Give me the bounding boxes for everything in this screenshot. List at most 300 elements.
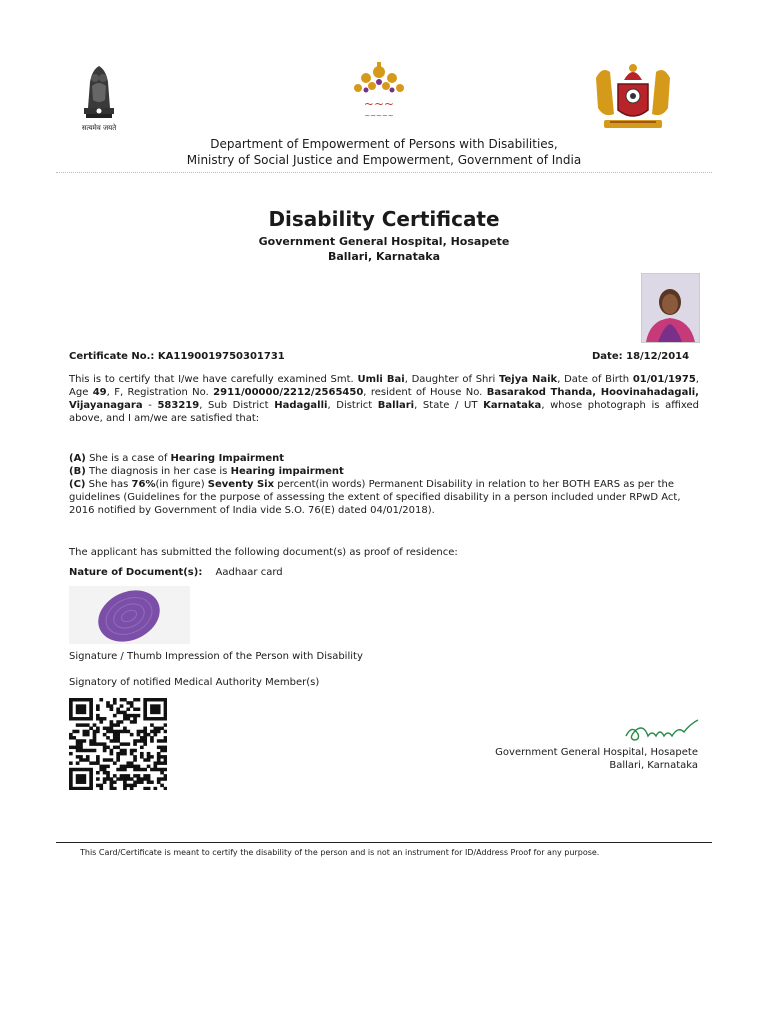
disability-percent: 76% [131,479,156,490]
qr-module [96,742,100,745]
qr-module [143,711,147,714]
qr-module [126,774,130,777]
qr-module [143,708,147,711]
sugamya-logo [344,58,414,122]
qr-module [103,777,107,780]
certificate-date-label: Date: [592,351,623,362]
qr-module [113,736,117,739]
qr-module [72,787,76,790]
qr-module [103,746,107,749]
para-text: , F, Registration No. [106,387,214,398]
qr-module [164,758,167,761]
qr-module [150,780,154,783]
qr-code [69,698,167,790]
qr-module [120,704,124,707]
qr-module [137,733,141,736]
qr-module [123,774,127,777]
qr-module [93,742,97,745]
qr-module [106,771,110,774]
qr-module [79,711,83,714]
qr-module [113,730,117,733]
qr-module [140,736,144,739]
qr-module [79,777,83,780]
qr-module [164,746,167,749]
qr-module [96,730,100,733]
qr-module [143,777,147,780]
qr-module [147,774,151,777]
qr-module [113,698,117,701]
qr-module [157,711,161,714]
certificate-number-label: Certificate No.: [69,351,155,362]
qr-module [116,755,120,758]
qr-module [133,780,137,783]
qr-module [113,701,117,704]
para-text: , Sub District [199,400,275,411]
qr-module [106,758,110,761]
qr-module [110,704,114,707]
qr-module [116,708,120,711]
qr-module [133,768,137,771]
qr-module [160,761,164,764]
qr-module [96,704,100,707]
qr-module [113,733,117,736]
qr-module [123,742,127,745]
qr-module [106,746,110,749]
finding-c-label: (C) [69,479,86,490]
qr-module [133,755,137,758]
svg-text:~~~~~: ~~~~~ [364,112,394,120]
qr-module [69,746,73,749]
qr-module [120,749,124,752]
qr-module [110,777,114,780]
qr-module [137,768,141,771]
qr-module [140,730,144,733]
qr-module [89,774,93,777]
qr-module [72,730,76,733]
qr-module [69,784,73,787]
qr-module [96,758,100,761]
qr-module [160,746,164,749]
qr-module [130,733,134,736]
qr-module [150,736,154,739]
proof-label: Nature of Document(s): [69,567,203,578]
qr-module [103,780,107,783]
qr-module [86,768,90,771]
qr-module [150,704,154,707]
qr-module [69,752,73,755]
footer-note: This Card/Certificate is meant to certify the disability of the person and is not an instrument for ID/Address Proof for any purpose. [80,848,600,857]
qr-module [133,742,137,745]
qr-module [96,717,100,720]
qr-module [126,730,130,733]
qr-module [130,777,134,780]
qr-module [150,755,154,758]
qr-module [113,780,117,783]
qr-module [123,787,127,790]
qr-module [110,752,114,755]
qr-module [76,774,80,777]
qr-module [164,761,167,764]
header-divider [56,172,712,173]
qr-module [123,749,127,752]
qr-module [110,784,114,787]
qr-module [110,787,114,790]
qr-module [103,717,107,720]
qr-module [89,704,93,707]
qr-module [116,758,120,761]
qr-module [116,711,120,714]
hospital-line-1: Government General Hospital, Hosapete [258,235,510,248]
qr-module [153,768,157,771]
qr-module [126,761,130,764]
qr-module [164,723,167,726]
qr-module [133,758,137,761]
qr-module [89,739,93,742]
qr-module [137,730,141,733]
qr-module [86,733,90,736]
qr-module [89,701,93,704]
qr-module [86,698,90,701]
qr-module [147,733,151,736]
qr-module [153,733,157,736]
qr-module [93,736,97,739]
qr-module [160,777,164,780]
qr-module [120,720,124,723]
qr-module [99,717,103,720]
qr-module [72,746,76,749]
qr-module [69,774,73,777]
qr-module [123,768,127,771]
qr-module [116,768,120,771]
date-of-birth: 01/01/1975 [632,374,696,385]
certificate-number-value: KA1190019750301731 [157,351,285,362]
qr-module [164,774,167,777]
qr-module [133,698,137,701]
qr-module [123,717,127,720]
qr-module [153,730,157,733]
svg-text:~~~: ~~~ [363,97,395,111]
qr-module [157,777,161,780]
finding-a-label: (A) [69,453,86,464]
disability-percent-words: Seventy Six [207,479,275,490]
qr-module [150,711,154,714]
qr-module [89,784,93,787]
qr-module [133,717,137,720]
qr-module [93,749,97,752]
qr-module [137,739,141,742]
qr-module [160,768,164,771]
karnataka-emblem [590,58,676,132]
department-line-1: Department of Empowerment of Persons with Disabilities, [210,137,558,151]
qr-module [86,755,90,758]
finding-a-text: She is a case of [85,453,171,464]
qr-module [157,768,161,771]
age: 49 [92,387,107,398]
qr-module [164,739,167,742]
qr-module [143,698,147,701]
qr-module [79,755,83,758]
qr-module [110,727,114,730]
qr-module [164,755,167,758]
qr-module [130,714,134,717]
para-text: , Date of Birth [557,374,633,385]
qr-module [76,711,80,714]
qr-module [133,739,137,742]
thumb-caption: Signature / Thumb Impression of the Person with Disability [69,651,363,662]
proof-document [69,566,283,579]
qr-module [116,739,120,742]
qr-module [153,787,157,790]
qr-module [89,742,93,745]
qr-module [164,787,167,790]
para-text: , State / UT [414,400,484,411]
qr-module [110,720,114,723]
qr-module [143,739,147,742]
qr-module [79,780,83,783]
para-text: , resident of House No. [363,387,487,398]
qr-module [120,742,124,745]
finding-c-text: (in figure) [155,479,208,490]
qr-module [113,714,117,717]
qr-module [89,777,93,780]
qr-module [160,771,164,774]
qr-module [133,749,137,752]
qr-module [103,727,107,730]
qr-module [157,704,161,707]
finding-b-label: (B) [69,466,86,477]
qr-module [157,746,161,749]
qr-module [93,733,97,736]
finding-a [69,452,699,465]
qr-module [123,780,127,783]
qr-module [133,714,137,717]
qr-module [103,771,107,774]
qr-module [69,714,73,717]
qr-module [143,758,147,761]
qr-module [123,777,127,780]
qr-module [123,711,127,714]
qr-module [76,717,80,720]
qr-module [164,708,167,711]
qr-module [123,730,127,733]
qr-module [160,784,164,787]
qr-module [69,787,73,790]
qr-module [140,755,144,758]
qr-module [86,758,90,761]
qr-module [150,739,154,742]
qr-module [72,736,76,739]
qr-module [130,761,134,764]
qr-module [126,701,130,704]
qr-module [110,708,114,711]
qr-module [103,749,107,752]
page-title: Disability Certificate [268,207,500,231]
qr-module [126,765,130,768]
para-text: This is to certify that I/we have carefully examined Smt. [69,374,358,385]
qr-module [164,777,167,780]
pin-code: 583219 [157,400,200,411]
qr-module [133,784,137,787]
qr-module [164,736,167,739]
qr-module [164,704,167,707]
qr-module [76,704,80,707]
qr-module [143,727,147,730]
qr-module [116,752,120,755]
qr-module [69,711,73,714]
qr-module [120,768,124,771]
qr-module [143,717,147,720]
qr-module [89,787,93,790]
qr-module [113,739,117,742]
qr-module [72,717,76,720]
qr-module [126,784,130,787]
qr-module [89,768,93,771]
finding-b-text: The diagnosis in her case is [85,466,231,477]
qr-module [96,771,100,774]
qr-module [153,704,157,707]
qr-module [113,746,117,749]
qr-module [106,704,110,707]
para-text: - [142,400,158,411]
qr-module [83,717,87,720]
qr-module [110,730,114,733]
qr-module [140,752,144,755]
qr-module [140,746,144,749]
qr-module [93,730,97,733]
qr-module [76,742,80,745]
qr-module [69,761,73,764]
qr-module [143,768,147,771]
qr-module [89,714,93,717]
qr-module [130,787,134,790]
registration-number: 2911/00000/2212/2565450 [213,387,364,398]
qr-module [76,787,80,790]
emblem-caption: सत्यमेव जयते [81,124,117,132]
para-text: , whose photograph is affixed above, and I am/we are satisfied that: [69,400,699,424]
findings [69,452,699,517]
qr-module [130,752,134,755]
qr-module [157,727,161,730]
qr-module [110,780,114,783]
qr-module [120,777,124,780]
qr-module [143,704,147,707]
qr-module [106,736,110,739]
qr-module [150,768,154,771]
qr-module [153,698,157,701]
qr-module [89,708,93,711]
qr-module [89,749,93,752]
qr-module [137,698,141,701]
qr-module [143,736,147,739]
qr-module [99,720,103,723]
qr-module [83,777,87,780]
qr-module [157,758,161,761]
qr-module [120,752,124,755]
qr-module [160,698,164,701]
qr-module [72,698,76,701]
qr-module [116,723,120,726]
qr-module [86,723,90,726]
qr-module [164,730,167,733]
qr-module [110,739,114,742]
qr-module [147,717,151,720]
qr-module [93,739,97,742]
qr-module [83,749,87,752]
qr-module [123,752,127,755]
qr-module [69,704,73,707]
certificate-number [69,350,285,363]
qr-module [126,708,130,711]
qr-module [137,777,141,780]
qr-module [137,714,141,717]
qr-module [140,768,144,771]
qr-module [79,742,83,745]
qr-module [99,698,103,701]
qr-module [103,768,107,771]
qr-module [143,774,147,777]
qr-module [147,787,151,790]
qr-module [150,723,154,726]
authority-line-1: Government General Hospital, Hosapete [495,747,698,758]
qr-module [126,714,130,717]
signatory-label: Signatory of notified Medical Authority Member(s) [69,677,320,688]
qr-module [83,787,87,790]
qr-module [123,698,127,701]
qr-module [157,717,161,720]
qr-module [116,746,120,749]
qr-module [137,708,141,711]
para-text: , Age [69,374,699,398]
qr-module [79,749,83,752]
qr-module [133,774,137,777]
house-address: Basarakod Thanda, Hoovinahadagali, Vijayanagara [69,387,699,411]
qr-module [76,746,80,749]
qr-module [103,765,107,768]
qr-module [106,730,110,733]
qr-module [89,727,93,730]
applicant-photo [641,273,700,343]
qr-module [106,701,110,704]
qr-module [157,730,161,733]
qr-module [69,736,73,739]
qr-module [89,780,93,783]
qr-module [140,739,144,742]
qr-module [160,727,164,730]
diagnosis: Hearing impairment [230,466,344,477]
qr-module [157,780,161,783]
thumb-impression [69,586,190,644]
qr-module [69,698,73,701]
qr-module [93,761,97,764]
qr-module [83,708,87,711]
qr-module [79,746,83,749]
qr-module [120,774,124,777]
qr-module [150,730,154,733]
qr-module [143,733,147,736]
qr-module [72,768,76,771]
qr-module [143,787,147,790]
qr-module [99,765,103,768]
qr-module [99,787,103,790]
qr-module [79,774,83,777]
qr-module [96,761,100,764]
qr-module [86,787,90,790]
qr-module [99,768,103,771]
qr-module [76,739,80,742]
sub-district: Hadagalli [274,400,328,411]
qr-module [89,711,93,714]
qr-module [147,755,151,758]
